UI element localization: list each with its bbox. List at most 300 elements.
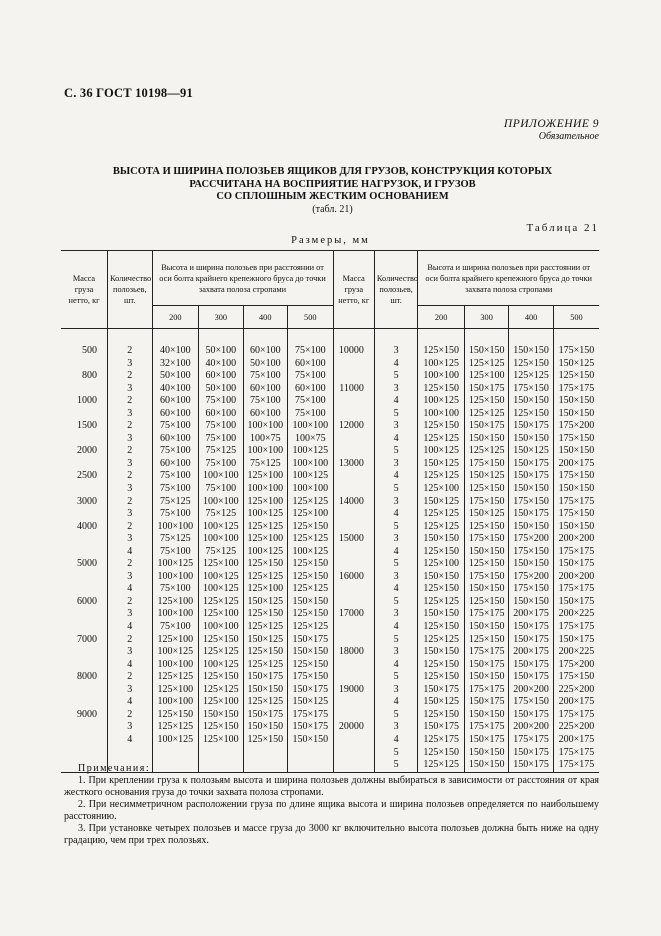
cell-qty-left: 2 <box>108 445 152 458</box>
cell-size-300-left: 100×125 <box>199 571 243 584</box>
cell-size-200-left: 75×100 <box>152 470 199 483</box>
cell-size-300-left: 75×100 <box>199 433 243 446</box>
cell-mass-right <box>333 634 374 647</box>
cell-size-300-left: 50×100 <box>199 345 243 358</box>
cell-qty-right: 3 <box>374 721 417 734</box>
cell-size-500-left: 150×150 <box>288 646 334 659</box>
cell-size-400-right: 200×200 <box>509 721 553 734</box>
cell-size-200-left: 125×150 <box>152 709 199 722</box>
header-dist-400-right: 400 <box>509 306 553 329</box>
table-row <box>61 646 599 659</box>
cell-size-200-right: 150×175 <box>418 721 465 734</box>
cell-size-400-left: 60×100 <box>243 408 287 421</box>
cell-size-400-left: 150×125 <box>243 596 287 609</box>
cell-size-300-left: 125×150 <box>199 634 243 647</box>
appendix-number: ПРИЛОЖЕНИЕ 9 <box>503 118 599 130</box>
cell-mass-left <box>61 433 108 446</box>
cell-mass-left: 3000 <box>61 496 108 509</box>
cell-size-400-right: 150×175 <box>509 634 553 647</box>
cell-size-200-right: 150×175 <box>418 684 465 697</box>
cell-mass-right <box>333 747 374 760</box>
cell-size-200-right: 125×150 <box>418 709 465 722</box>
cell-size-400-right: 150×175 <box>509 621 553 634</box>
cell-qty-left: 3 <box>108 408 152 421</box>
table-row <box>61 521 599 534</box>
cell-size-300-right: 175×150 <box>464 458 508 471</box>
cell-size-300-left: 100×125 <box>199 583 243 596</box>
cell-size-200-left: 75×100 <box>152 420 199 433</box>
cell-size-300-right: 125×150 <box>464 521 508 534</box>
cell-mass-right <box>333 508 374 521</box>
cell-qty-right: 5 <box>374 408 417 421</box>
cell-qty-right: 4 <box>374 696 417 709</box>
cell-size-200-left: 100×100 <box>152 608 199 621</box>
cell-qty-right: 5 <box>374 709 417 722</box>
cell-size-300-left: 125×125 <box>199 596 243 609</box>
cell-size-300-left: 125×100 <box>199 734 243 747</box>
table-spacer-row <box>61 329 599 346</box>
cell-size-500-left: 100×100 <box>288 483 334 496</box>
cell-mass-right: 11000 <box>333 383 374 396</box>
cell-size-500-right: 175×175 <box>558 382 595 394</box>
cell-size-400-left <box>243 747 287 760</box>
cell-size-200-right: 150×125 <box>418 496 465 509</box>
cell-mass-right <box>333 408 374 421</box>
cell-mass-right <box>333 696 374 709</box>
cell-size-200-left: 60×100 <box>152 395 199 408</box>
cell-mass-left: 2500 <box>61 470 108 483</box>
cell-size-400-left: 100×125 <box>243 508 287 521</box>
cell-size-200-right: 125×150 <box>418 621 465 634</box>
cell-size-200-left: 75×125 <box>152 533 199 546</box>
cell-qty-right: 3 <box>374 608 417 621</box>
cell-qty-right: 5 <box>374 521 417 534</box>
notes-section <box>64 763 599 847</box>
cell-size-400-left: 100×100 <box>243 445 287 458</box>
note-3: 3. При установке четырех полозьев и массе груза до 3000 кг включительно высота полозьев должна быть ниже на одну градацию, чем при трех полозьях. <box>64 823 599 846</box>
cell-size-400-left: 125×125 <box>243 696 287 709</box>
appendix-status: Обязательное <box>538 131 599 142</box>
cell-size-200-left: 32×100 <box>152 358 199 371</box>
cell-mass-left <box>61 608 108 621</box>
cell-size-400-left: 75×100 <box>243 370 287 383</box>
cell-size-300-right: 125×125 <box>464 408 508 421</box>
header-dist-200-right: 200 <box>418 306 465 329</box>
cell-size-500-right: 175×150 <box>558 432 595 444</box>
cell-size-200-right: 125×125 <box>418 508 465 521</box>
cell-size-200-right: 125×125 <box>418 521 465 534</box>
cell-size-400-left: 60×100 <box>243 345 287 358</box>
cell-mass-right <box>333 483 374 496</box>
cell-mass-right <box>333 671 374 684</box>
cell-size-400-right: 175×150 <box>509 383 553 396</box>
cell-size-500-left: 60×100 <box>288 358 334 371</box>
table-row <box>61 596 599 609</box>
cell-qty-right: 4 <box>374 433 417 446</box>
cell-size-500-left <box>288 747 334 760</box>
cell-qty-left: 3 <box>108 571 152 584</box>
table-row <box>61 558 599 571</box>
table-body <box>61 329 599 773</box>
table-row <box>61 583 599 596</box>
cell-qty-left: 3 <box>108 358 152 371</box>
cell-size-200-left: 125×100 <box>152 634 199 647</box>
cell-qty-right: 4 <box>374 358 417 371</box>
cell-mass-left <box>61 659 108 672</box>
cell-mass-left <box>61 621 108 634</box>
cell-qty-right: 5 <box>374 759 417 772</box>
title-line-1: ВЫСОТА И ШИРИНА ПОЛОЗЬЕВ ЯЩИКОВ ДЛЯ ГРУЗОВ, КОНСТРУКЦИЯ КОТОРЫХ <box>112 166 553 177</box>
header-dist-400-left: 400 <box>243 306 287 329</box>
sizes-label: Размеры, мм <box>291 235 370 246</box>
cell-qty-left: 4 <box>108 621 152 634</box>
cell-size-300-right: 150×175 <box>464 696 508 709</box>
cell-size-200-right: 150×125 <box>418 696 465 709</box>
cell-mass-left: 800 <box>61 370 108 383</box>
cell-size-200-right: 125×150 <box>418 747 465 760</box>
header-group-right: Высота и ширина полозьев при расстоянии от оси болта крайнего крепежного бруса до точки захвата полоза стропами <box>418 251 599 306</box>
cell-size-200-right: 100×125 <box>418 395 465 408</box>
cell-qty-right: 5 <box>374 370 417 383</box>
cell-qty-left: 3 <box>108 483 152 496</box>
cell-size-200-left: 75×100 <box>152 445 199 458</box>
page-header: С. 36 ГОСТ 10198—91 <box>64 86 193 100</box>
cell-mass-right: 20000 <box>333 721 374 734</box>
cell-size-500-left: 100×100 <box>288 458 334 471</box>
cell-mass-left: 500 <box>61 345 108 358</box>
cell-qty-left: 3 <box>108 533 152 546</box>
cell-size-400-left: 125×150 <box>243 734 287 747</box>
cell-size-300-left: 75×100 <box>199 395 243 408</box>
cell-mass-right <box>333 546 374 559</box>
cell-size-300-left: 125×125 <box>199 684 243 697</box>
cell-size-300-right: 175×175 <box>464 608 508 621</box>
cell-size-500-left: 125×150 <box>288 659 334 672</box>
table-row <box>61 395 599 408</box>
cell-size-200-left: 75×100 <box>152 621 199 634</box>
cell-mass-left <box>61 508 108 521</box>
cell-size-300-right: 175×175 <box>464 721 508 734</box>
cell-size-300-right: 175×150 <box>464 571 508 584</box>
cell-size-400-right: 150×150 <box>509 596 553 609</box>
cell-size-500-right: 150×175 <box>558 595 595 607</box>
cell-size-400-right: 150×175 <box>509 759 553 772</box>
cell-qty-right: 5 <box>374 671 417 684</box>
cell-size-200-left: 100×100 <box>152 571 199 584</box>
cell-mass-right <box>333 659 374 672</box>
appendix-label <box>504 118 599 142</box>
cell-size-500-left: 150×150 <box>288 734 334 747</box>
cell-size-400-left: 125×100 <box>243 583 287 596</box>
cell-size-300-right: 150×175 <box>464 734 508 747</box>
cell-size-500-left: 125×125 <box>288 533 334 546</box>
cell-size-200-right: 125×150 <box>418 659 465 672</box>
header-dist-200-left: 200 <box>152 306 199 329</box>
cell-mass-right: 13000 <box>333 458 374 471</box>
cell-size-400-right: 200×175 <box>509 646 553 659</box>
cell-qty-right: 4 <box>374 734 417 747</box>
cell-size-500-left: 150×175 <box>288 684 334 697</box>
cell-qty-left: 2 <box>108 345 152 358</box>
cell-size-500-left: 125×125 <box>288 621 334 634</box>
cell-size-400-left: 75×100 <box>243 395 287 408</box>
cell-qty-left: 2 <box>108 420 152 433</box>
cell-size-500-left: 125×150 <box>288 571 334 584</box>
cell-size-200-right: 125×125 <box>418 470 465 483</box>
cell-size-400-left: 100×125 <box>243 546 287 559</box>
cell-size-300-right: 125×150 <box>464 558 508 571</box>
cell-size-400-right: 125×150 <box>509 408 553 421</box>
cell-size-500-right: 150×150 <box>558 520 595 532</box>
cell-size-200-right: 125×150 <box>418 383 465 396</box>
cell-size-200-left: 125×100 <box>152 596 199 609</box>
cell-size-400-right: 150×175 <box>509 458 553 471</box>
table-row <box>61 734 599 747</box>
cell-qty-left: 2 <box>108 395 152 408</box>
cell-size-300-left: 100×125 <box>199 521 243 534</box>
cell-size-500-right: 150×150 <box>558 395 595 407</box>
table-row <box>61 458 599 471</box>
cell-size-500-right: 175×175 <box>558 583 595 595</box>
header-mass-right: Масса груза нетто, кг <box>333 251 374 329</box>
table-number: Таблица 21 <box>526 222 599 234</box>
cell-size-500-right: 175×175 <box>558 495 595 507</box>
dimensions-table <box>61 250 599 773</box>
cell-qty-right: 5 <box>374 634 417 647</box>
table-row <box>61 345 599 358</box>
cell-size-300-right: 175×175 <box>464 684 508 697</box>
cell-qty-right: 4 <box>374 508 417 521</box>
cell-size-400-right: 150×125 <box>509 445 553 458</box>
cell-size-200-left: 75×100 <box>152 546 199 559</box>
cell-qty-left: 2 <box>108 634 152 647</box>
cell-size-500-right: 200×175 <box>558 696 595 708</box>
table-row <box>61 709 599 722</box>
cell-size-500-left: 125×125 <box>288 496 334 509</box>
cell-size-300-left: 150×150 <box>199 709 243 722</box>
cell-size-300-left: 75×125 <box>199 546 243 559</box>
cell-size-500-right: 200×175 <box>558 733 595 745</box>
cell-size-300-left: 75×100 <box>199 458 243 471</box>
cell-size-500-right: 200×200 <box>558 570 595 582</box>
cell-size-300-right: 125×125 <box>464 445 508 458</box>
cell-size-400-left: 125×150 <box>243 558 287 571</box>
cell-mass-left <box>61 358 108 371</box>
cell-qty-right: 3 <box>374 571 417 584</box>
cell-size-300-left: 75×125 <box>199 508 243 521</box>
cell-size-300-right: 125×150 <box>464 483 508 496</box>
header-group-left: Высота и ширина полозьев при расстоянии от оси болта крайнего крепежного бруса до точки захвата полоза стропами <box>152 251 333 306</box>
header-qty-left: Количество полозьев, шт. <box>108 251 152 329</box>
cell-size-500-right: 175×175 <box>558 746 595 758</box>
cell-size-200-right: 100×125 <box>418 358 465 371</box>
cell-mass-left <box>61 734 108 747</box>
cell-qty-right: 3 <box>374 345 417 358</box>
cell-size-200-left: 100×125 <box>152 734 199 747</box>
cell-mass-right: 19000 <box>333 684 374 697</box>
cell-size-400-left: 125×100 <box>243 533 287 546</box>
cell-size-300-left: 125×100 <box>199 696 243 709</box>
cell-size-300-left: 75×125 <box>199 445 243 458</box>
cell-mass-right <box>333 433 374 446</box>
cell-qty-right: 3 <box>374 533 417 546</box>
cell-size-200-right: 125×150 <box>418 671 465 684</box>
cell-mass-left <box>61 483 108 496</box>
cell-size-200-right: 150×125 <box>418 458 465 471</box>
cell-size-500-left: 100×100 <box>288 420 334 433</box>
title-line-2: РАССЧИТАНА НА ВОСПРИЯТИЕ НАГРУЗОК, И ГРУЗОВ <box>189 178 476 190</box>
cell-mass-left: 1000 <box>61 395 108 408</box>
cell-size-500-right: 175×150 <box>558 470 595 482</box>
cell-size-500-left: 75×100 <box>288 395 334 408</box>
cell-size-300-right: 175×175 <box>464 646 508 659</box>
cell-size-200-right: 150×150 <box>418 646 465 659</box>
cell-size-400-right: 175×200 <box>509 533 553 546</box>
cell-mass-right <box>333 709 374 722</box>
cell-size-500-left: 150×175 <box>288 634 334 647</box>
table-row <box>61 408 599 421</box>
cell-size-200-left: 100×100 <box>152 696 199 709</box>
header-dist-300-right: 300 <box>464 306 508 329</box>
cell-size-500-right: 125×150 <box>558 370 595 382</box>
cell-qty-right: 4 <box>374 659 417 672</box>
cell-mass-left: 2000 <box>61 445 108 458</box>
cell-size-300-left: 125×100 <box>199 558 243 571</box>
cell-mass-left <box>61 408 108 421</box>
table-row <box>61 721 599 734</box>
cell-qty-right: 3 <box>374 684 417 697</box>
cell-size-500-right: 150×125 <box>558 357 595 369</box>
cell-size-400-left: 125×100 <box>243 496 287 509</box>
cell-size-200-left: 125×100 <box>152 684 199 697</box>
cell-size-500-left: 75×100 <box>288 408 334 421</box>
cell-qty-left: 3 <box>108 721 152 734</box>
cell-size-200-left: 75×100 <box>152 483 199 496</box>
cell-size-500-left: 100×125 <box>288 445 334 458</box>
cell-qty-right: 4 <box>374 395 417 408</box>
cell-size-500-right: 200×225 <box>558 646 595 658</box>
table-row <box>61 508 599 521</box>
cell-size-500-right: 225×200 <box>558 683 595 695</box>
cell-mass-right: 10000 <box>333 345 374 358</box>
cell-size-500-left: 75×100 <box>288 370 334 383</box>
cell-size-400-left: 125×150 <box>243 646 287 659</box>
header-dist-300-left: 300 <box>199 306 243 329</box>
cell-size-200-right: 150×150 <box>418 571 465 584</box>
cell-size-300-left: 40×100 <box>199 358 243 371</box>
cell-mass-right <box>333 370 374 383</box>
cell-size-500-right: 175×150 <box>558 345 595 356</box>
cell-mass-right: 18000 <box>333 646 374 659</box>
note-2: 2. При несимметричном расположении груза по длине ящика высота и ширина полозьев определяется по наибольшему расстоянию. <box>64 799 599 822</box>
cell-mass-right <box>333 470 374 483</box>
cell-size-400-right: 150×175 <box>509 420 553 433</box>
cell-size-300-left: 60×100 <box>199 370 243 383</box>
cell-size-400-left: 150×150 <box>243 721 287 734</box>
cell-qty-left: 2 <box>108 370 152 383</box>
cell-qty-right: 5 <box>374 445 417 458</box>
cell-size-400-right: 175×150 <box>509 496 553 509</box>
cell-qty-left: 3 <box>108 433 152 446</box>
cell-qty-left: 2 <box>108 671 152 684</box>
cell-mass-left: 8000 <box>61 671 108 684</box>
cell-size-400-right: 150×175 <box>509 709 553 722</box>
cell-size-300-right: 150×150 <box>464 546 508 559</box>
document-title <box>60 166 605 216</box>
cell-qty-right: 5 <box>374 558 417 571</box>
cell-size-200-right: 125×125 <box>418 596 465 609</box>
cell-size-300-left: 100×100 <box>199 470 243 483</box>
cell-size-300-left: 125×150 <box>199 721 243 734</box>
table-row <box>61 696 599 709</box>
table-row <box>61 496 599 509</box>
cell-size-300-left: 50×100 <box>199 383 243 396</box>
cell-mass-right <box>333 395 374 408</box>
cell-size-200-left: 40×100 <box>152 383 199 396</box>
cell-size-400-right: 150×175 <box>509 747 553 760</box>
cell-qty-right: 4 <box>374 546 417 559</box>
cell-size-300-left: 75×100 <box>199 483 243 496</box>
cell-size-500-right: 175×175 <box>558 545 595 557</box>
cell-mass-right: 15000 <box>333 533 374 546</box>
cell-size-200-left: 125×125 <box>152 671 199 684</box>
cell-size-400-right: 175×175 <box>509 734 553 747</box>
cell-mass-left <box>61 684 108 697</box>
cell-size-300-right: 125×150 <box>464 596 508 609</box>
cell-size-400-right: 150×150 <box>509 483 553 496</box>
table-row <box>61 533 599 546</box>
cell-qty-left: 2 <box>108 521 152 534</box>
cell-qty-left <box>108 747 152 760</box>
cell-size-400-left: 125×125 <box>243 521 287 534</box>
table-row <box>61 571 599 584</box>
cell-size-200-right: 100×100 <box>418 408 465 421</box>
cell-size-500-right: 150×150 <box>558 407 595 419</box>
cell-qty-right: 3 <box>374 420 417 433</box>
cell-mass-right <box>333 445 374 458</box>
cell-mass-left: 1500 <box>61 420 108 433</box>
table-row <box>61 747 599 760</box>
cell-size-500-right: 200×200 <box>558 533 595 545</box>
table-row <box>61 684 599 697</box>
cell-qty-left: 3 <box>108 646 152 659</box>
cell-size-300-right: 150×150 <box>464 671 508 684</box>
cell-mass-left: 7000 <box>61 634 108 647</box>
cell-qty-right: 3 <box>374 496 417 509</box>
cell-size-500-left: 175×175 <box>288 709 334 722</box>
note-1: 1. При креплении груза к полозьям высота и ширина полозьев должны выбираться в зависимости от расстояния от края жесткого основания груза до точки захвата полоза стропами. <box>64 775 599 798</box>
cell-size-400-left: 125×125 <box>243 659 287 672</box>
cell-qty-left: 2 <box>108 470 152 483</box>
cell-size-500-right: 150×175 <box>558 633 595 645</box>
cell-qty-right: 4 <box>374 583 417 596</box>
table-row <box>61 445 599 458</box>
cell-size-200-left: 100×100 <box>152 659 199 672</box>
cell-size-400-left: 100×100 <box>243 483 287 496</box>
cell-size-500-left: 100×125 <box>288 546 334 559</box>
cell-mass-left: 9000 <box>61 709 108 722</box>
cell-size-200-left <box>152 747 199 760</box>
cell-qty-left: 3 <box>108 684 152 697</box>
cell-size-500-left: 150×175 <box>288 721 334 734</box>
cell-mass-left <box>61 533 108 546</box>
cell-size-400-right: 150×175 <box>509 508 553 521</box>
cell-qty-right: 5 <box>374 596 417 609</box>
cell-size-300-right: 150×150 <box>464 433 508 446</box>
cell-size-500-left: 125×150 <box>288 558 334 571</box>
cell-size-200-right: 125×150 <box>418 345 465 358</box>
cell-size-500-right: 175×200 <box>558 658 595 670</box>
